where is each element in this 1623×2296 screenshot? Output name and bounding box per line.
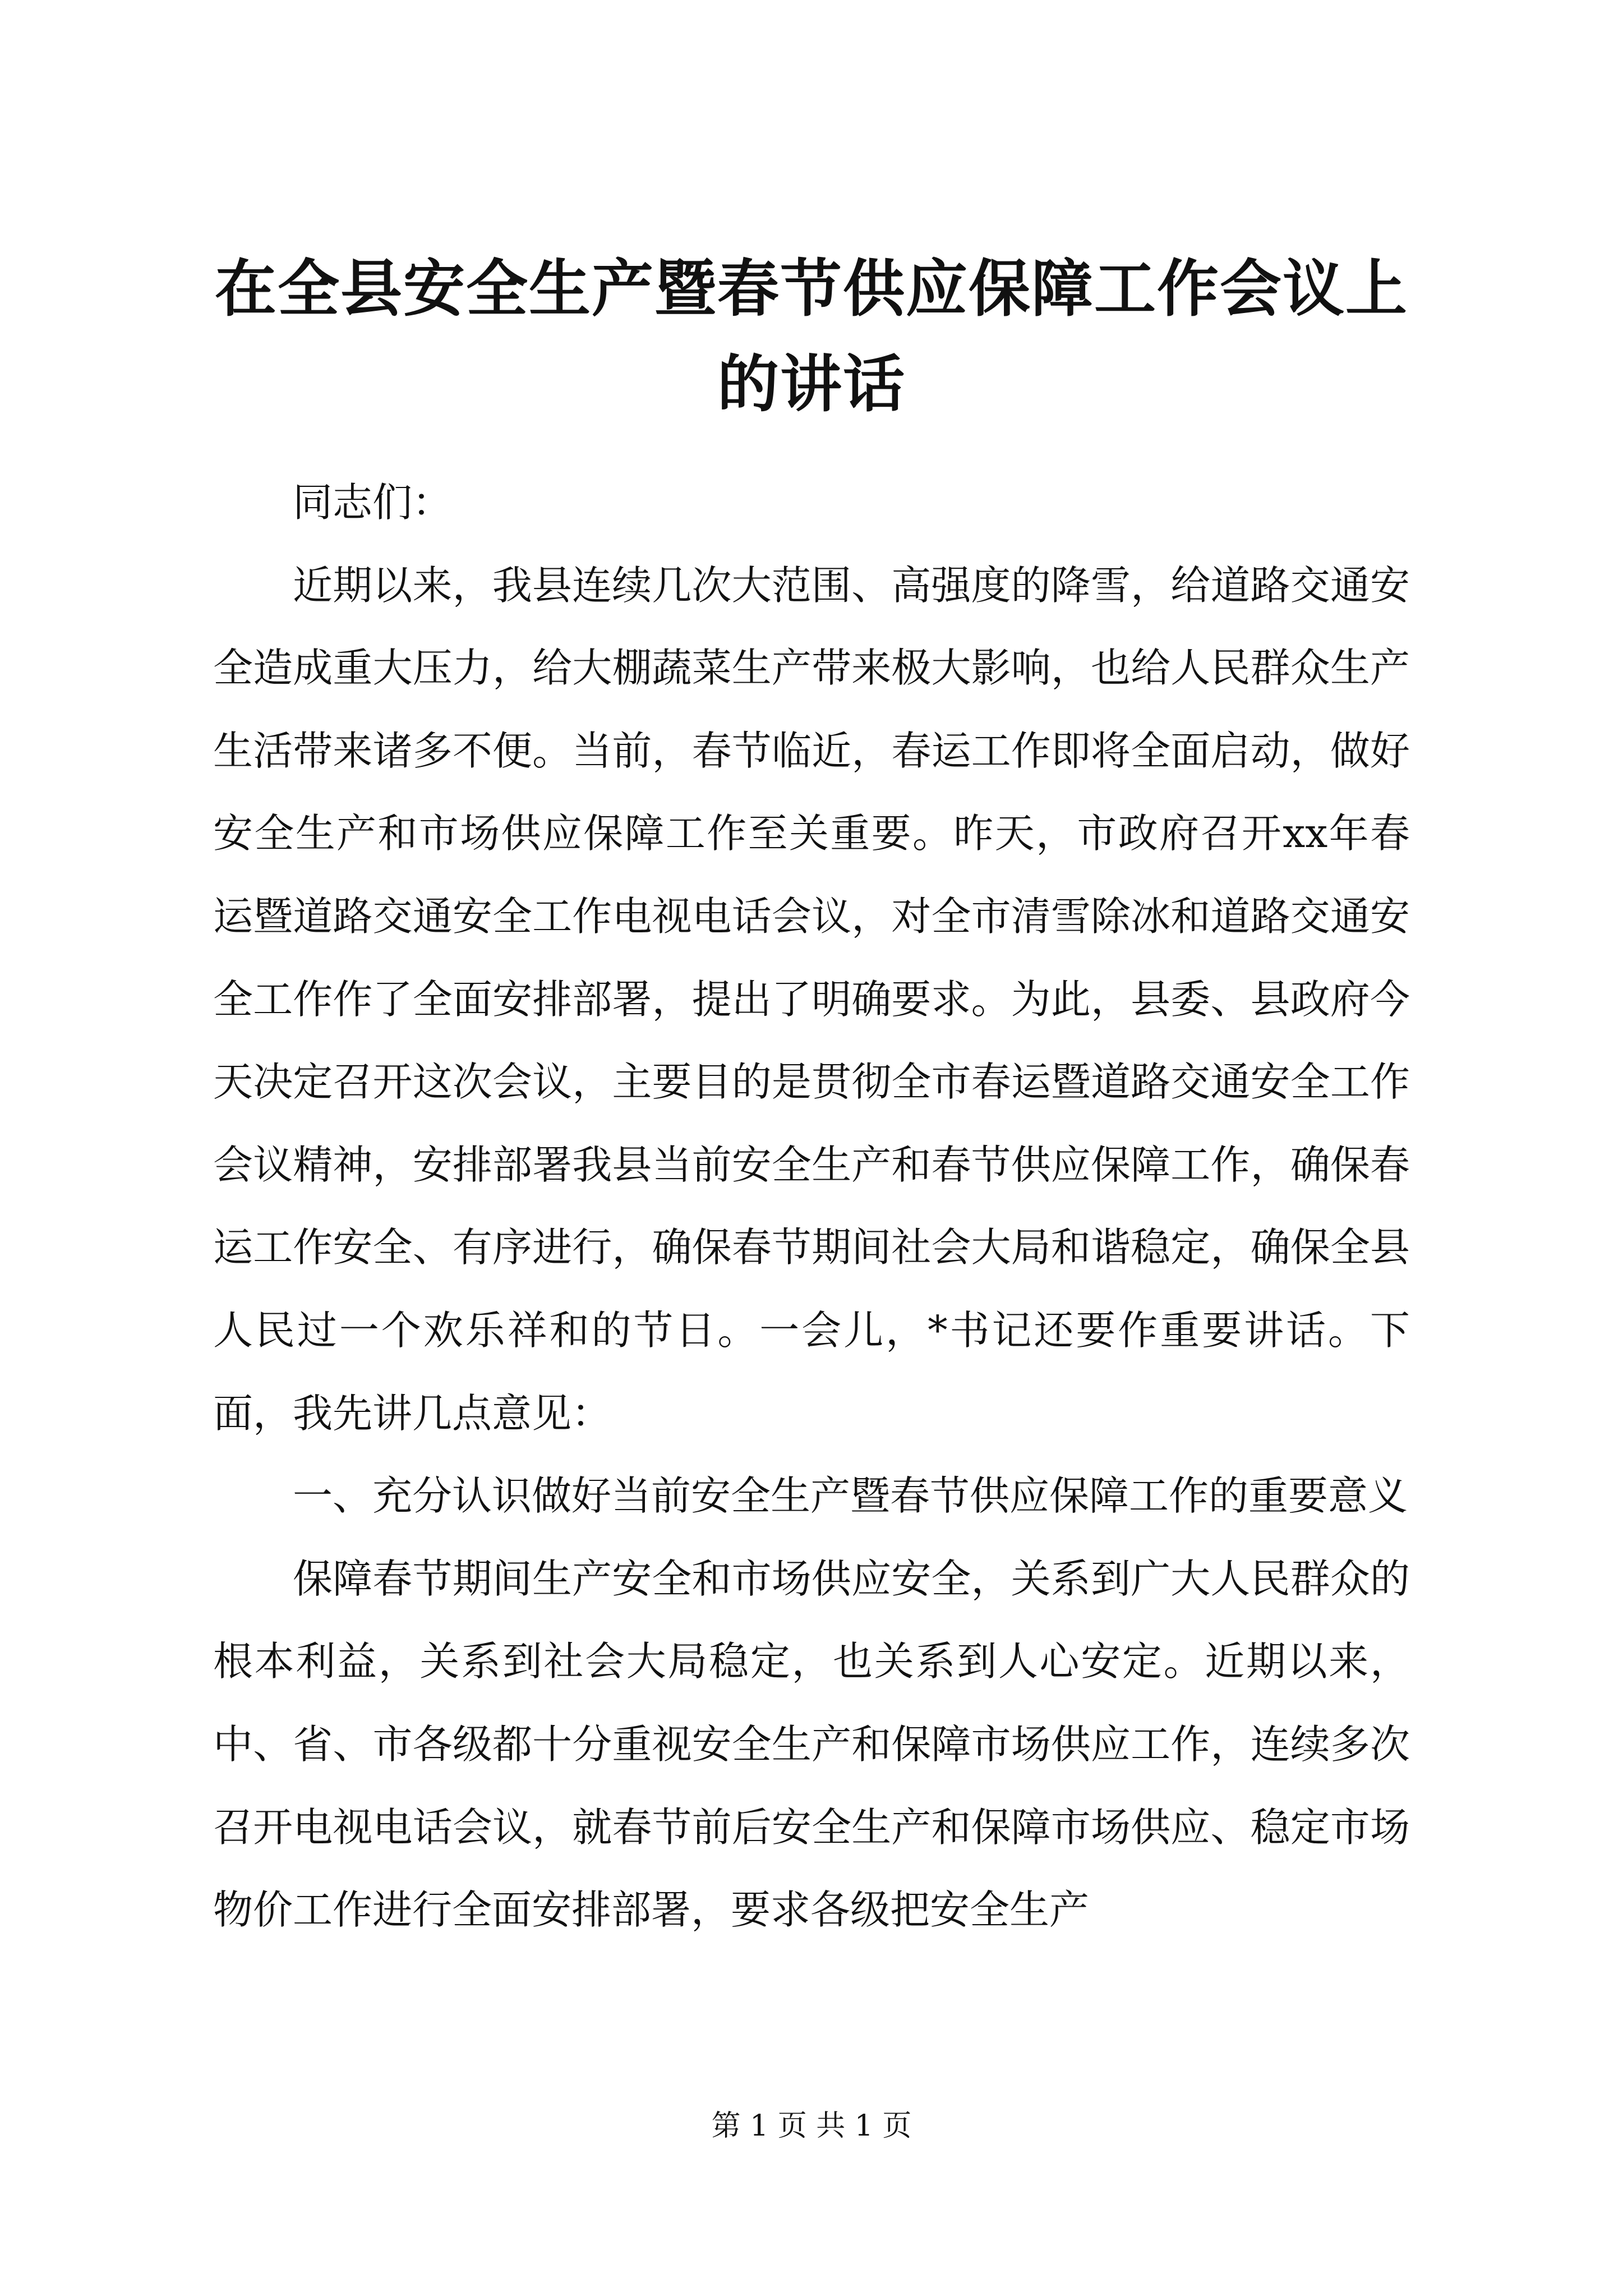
document-body <box>213 461 1410 1952</box>
page-footer: 第 1 页 共 1 页 <box>711 2109 912 2143</box>
section-heading-1: 一、充分认识做好当前安全生产暨春节供应保障工作的重要意义 <box>293 1473 1408 1520</box>
salutation-paragraph: 同志们： <box>293 479 453 526</box>
section-1-paragraph: 保障春节期间生产安全和市场供应安全，关系到广大人民群众的根本利益，关系到社会大局稳定，也关系到人心安定。近期以来，中、省、市各级都十分重视安全生产和保障市场供应工作，连续多次召开电视电话会议，就春节前后安全生产和保障市场供应、稳定市场物价工作进行全面安排部署，要求各级把安全生产 <box>213 1555 1410 1934</box>
document-title: 在全县安全生产暨春节供应保障工作会议上的讲话 <box>215 252 1408 420</box>
intro-paragraph: 近期以来，我县连续几次大范围、高强度的降雪，给道路交通安全造成重大压力，给大棚蔬菜生产带来极大影响，也给人民群众生产生活带来诸多不便。当前，春节临近，春运工作即将全面启动，做好安全生产和市场供应保障工作至关重要。昨天，市政府召开xx年春运暨道路交通安全工作电视电话会议，对全市清雪除冰和道路交通安全工作作了全面安排部署，提出了明确要求。为此，县委、县政府今天决定召开这次会议，主要目的是贯彻全市春运暨道路交通安全工作会议精神，安排部署我县当前安全生产和春节供应保障工作，确保春运工作安全、有序进行，确保春节期间社会大局和谐稳定，确保全县人民过一个欢乐祥和的节日。一会儿，*书记还要作重要讲话。下面，我先讲几点意见： <box>213 562 1410 1437</box>
